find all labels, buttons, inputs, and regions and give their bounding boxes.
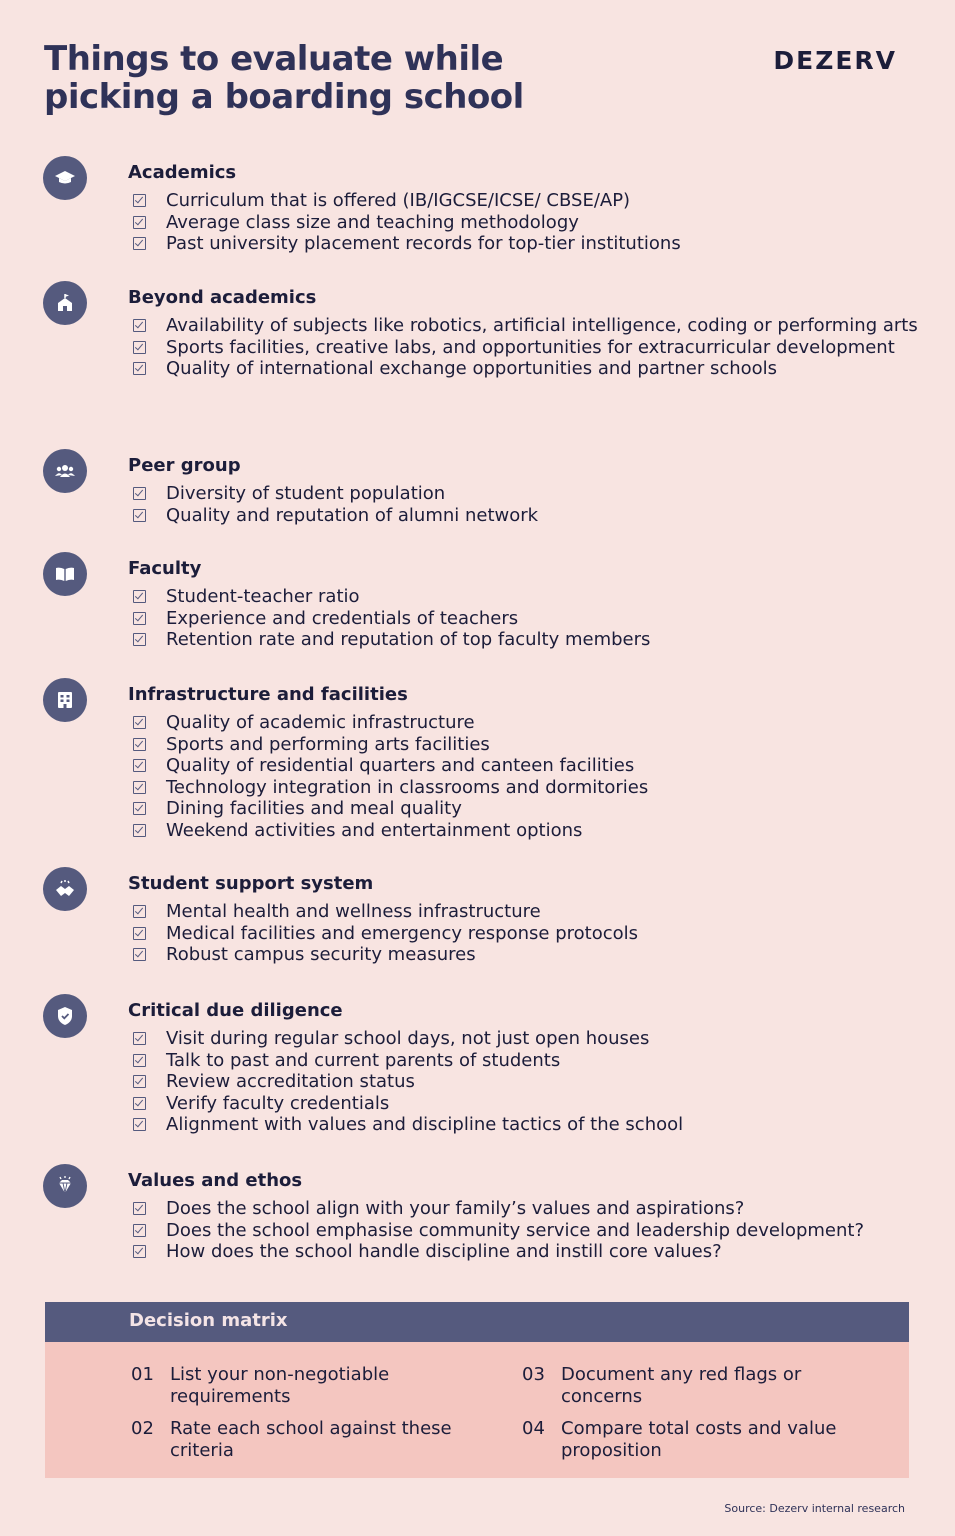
checkbox-icon	[133, 824, 146, 837]
list-item: Technology integration in classrooms and dormitories	[130, 777, 920, 799]
checkbox-icon	[133, 948, 146, 961]
step-text: Document any red flags or concerns	[561, 1364, 802, 1407]
checkbox-icon	[133, 509, 146, 522]
section-title: Beyond academics	[128, 287, 317, 308]
checkbox-icon	[133, 341, 146, 354]
step-number: 02	[131, 1418, 154, 1439]
list-item: Weekend activities and entertainment options	[130, 820, 920, 842]
source-note: Source: Dezerv internal research	[724, 1502, 905, 1515]
list-item: Dining facilities and meal quality	[130, 798, 920, 820]
list-item: Average class size and teaching methodology	[130, 212, 920, 234]
section-title: Faculty	[128, 558, 202, 579]
list-item: Verify faculty credentials	[130, 1093, 920, 1115]
list-item: Does the school align with your family’s values and aspirations?	[130, 1198, 920, 1220]
list-item: Diversity of student population	[130, 483, 920, 505]
checkbox-icon	[133, 216, 146, 229]
shield-check-icon	[43, 994, 87, 1038]
checkbox-icon	[133, 1075, 146, 1088]
checkbox-icon	[133, 759, 146, 772]
checkbox-icon	[133, 319, 146, 332]
section-title: Values and ethos	[128, 1170, 303, 1191]
helping-hands-icon	[43, 867, 87, 911]
page-title: Things to evaluate while picking a boarding school	[44, 39, 524, 117]
checkbox-icon	[133, 1118, 146, 1131]
open-book-icon	[43, 552, 87, 596]
graduation-cap-icon	[43, 156, 87, 200]
checkbox-icon	[133, 802, 146, 815]
list-item: Quality of international exchange opportunities and partner schools	[130, 358, 920, 380]
checkbox-icon	[133, 738, 146, 751]
checkbox-icon	[133, 1224, 146, 1237]
checkbox-icon	[133, 905, 146, 918]
list-item: Talk to past and current parents of students	[130, 1050, 920, 1072]
list-item: Sports and performing arts facilities	[130, 734, 920, 756]
checkbox-icon	[133, 1032, 146, 1045]
step-number: 03	[522, 1364, 545, 1385]
brand-logo: DEZERV	[773, 46, 897, 75]
list-item: Alignment with values and discipline tactics of the school	[130, 1114, 920, 1136]
list-item: Past university placement records for top-tier institutions	[130, 233, 920, 255]
list-item: Student-teacher ratio	[130, 586, 920, 608]
checkbox-icon	[133, 1097, 146, 1110]
list-item: Experience and credentials of teachers	[130, 608, 920, 630]
list-item: Availability of subjects like robotics, artificial intelligence, coding or performing arts	[130, 315, 920, 337]
list-item: Visit during regular school days, not just open houses	[130, 1028, 920, 1050]
list-item: How does the school handle discipline and instill core values?	[130, 1241, 920, 1263]
checkbox-icon	[133, 781, 146, 794]
list-item: Quality of academic infrastructure	[130, 712, 920, 734]
step-number: 04	[522, 1418, 545, 1439]
section-title: Infrastructure and facilities	[128, 684, 408, 705]
checkbox-icon	[133, 1245, 146, 1258]
checkbox-icon	[133, 633, 146, 646]
section-title: Academics	[128, 162, 237, 183]
diamond-icon	[43, 1164, 87, 1208]
list-item: Does the school emphasise community service and leadership development?	[130, 1220, 920, 1242]
list-item: Review accreditation status	[130, 1071, 920, 1093]
section-title: Peer group	[128, 455, 241, 476]
checkbox-icon	[133, 1054, 146, 1067]
checkbox-icon	[133, 590, 146, 603]
list-item: Curriculum that is offered (IB/IGCSE/ICSE/ CBSE/AP)	[130, 190, 920, 212]
checkbox-icon	[133, 487, 146, 500]
checkbox-icon	[133, 716, 146, 729]
list-item: Quality of residential quarters and canteen facilities	[130, 755, 920, 777]
decision-matrix-header	[45, 1302, 909, 1342]
decision-matrix	[45, 1342, 909, 1478]
checkbox-icon	[133, 237, 146, 250]
step-number: 01	[131, 1364, 154, 1385]
list-item: Quality and reputation of alumni network	[130, 505, 920, 527]
building-icon	[43, 678, 87, 722]
step-text: Compare total costs and value proposition	[561, 1418, 837, 1461]
list-item: Mental health and wellness infrastructure	[130, 901, 920, 923]
section-title: Student support system	[128, 873, 374, 894]
step-text: Rate each school against these criteria	[170, 1418, 452, 1461]
decision-matrix-title: Decision matrix	[129, 1310, 288, 1331]
checkbox-icon	[133, 362, 146, 375]
list-item: Sports facilities, creative labs, and opportunities for extracurricular development	[130, 337, 920, 359]
school-building-icon	[43, 281, 87, 325]
checkbox-icon	[133, 927, 146, 940]
section-title: Critical due diligence	[128, 1000, 343, 1021]
list-item: Robust campus security measures	[130, 944, 920, 966]
list-item: Retention rate and reputation of top faculty members	[130, 629, 920, 651]
checkbox-icon	[133, 1202, 146, 1215]
people-group-icon	[43, 449, 87, 493]
checkbox-icon	[133, 194, 146, 207]
checkbox-icon	[133, 612, 146, 625]
step-text: List your non-negotiable requirements	[170, 1364, 390, 1407]
list-item: Medical facilities and emergency response protocols	[130, 923, 920, 945]
